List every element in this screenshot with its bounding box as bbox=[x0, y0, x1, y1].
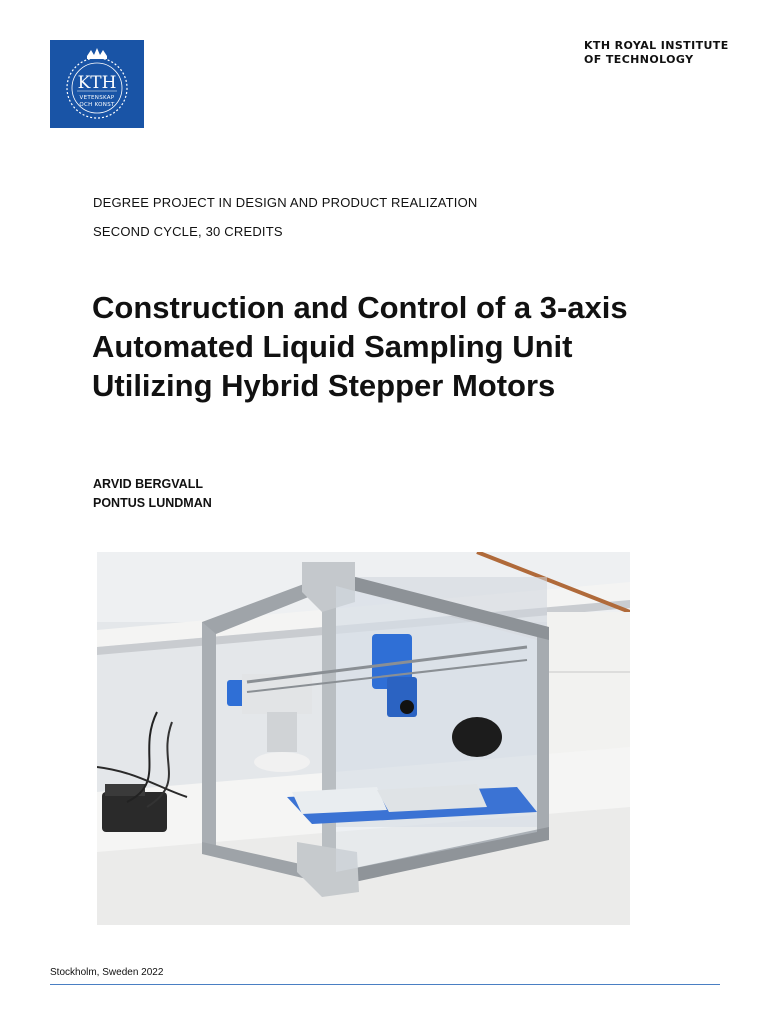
title-line-2: Automated Liquid Sampling Unit bbox=[92, 329, 573, 364]
thesis-title bbox=[92, 288, 732, 405]
title-line-1: Construction and Control of a 3-axis bbox=[92, 290, 628, 325]
cycle-line: SECOND CYCLE, 30 CREDITS bbox=[93, 224, 283, 239]
cover-photo bbox=[97, 552, 630, 925]
degree-line: DEGREE PROJECT IN DESIGN AND PRODUCT REALIZATION bbox=[93, 195, 478, 210]
title-line-3: Utilizing Hybrid Stepper Motors bbox=[92, 368, 556, 403]
institute-line-1: KTH ROYAL INSTITUTE bbox=[584, 39, 729, 52]
author-2: PONTUS LUNDMAN bbox=[93, 496, 212, 510]
kth-logo bbox=[50, 40, 144, 128]
logo-name: KTH bbox=[77, 73, 117, 93]
kth-crest-icon bbox=[53, 42, 141, 126]
institute-name bbox=[584, 39, 744, 67]
authors bbox=[93, 475, 212, 513]
logo-motto-1: VETENSKAP bbox=[79, 95, 115, 101]
logo-motto-2: OCH KONST bbox=[79, 102, 115, 108]
sampling-machine-illustration bbox=[97, 552, 630, 925]
author-1: ARVID BERGVALL bbox=[93, 477, 203, 491]
institute-line-2: OF TECHNOLOGY bbox=[584, 53, 694, 66]
footer-rule bbox=[50, 984, 720, 985]
footer-location: Stockholm, Sweden 2022 bbox=[50, 967, 164, 978]
